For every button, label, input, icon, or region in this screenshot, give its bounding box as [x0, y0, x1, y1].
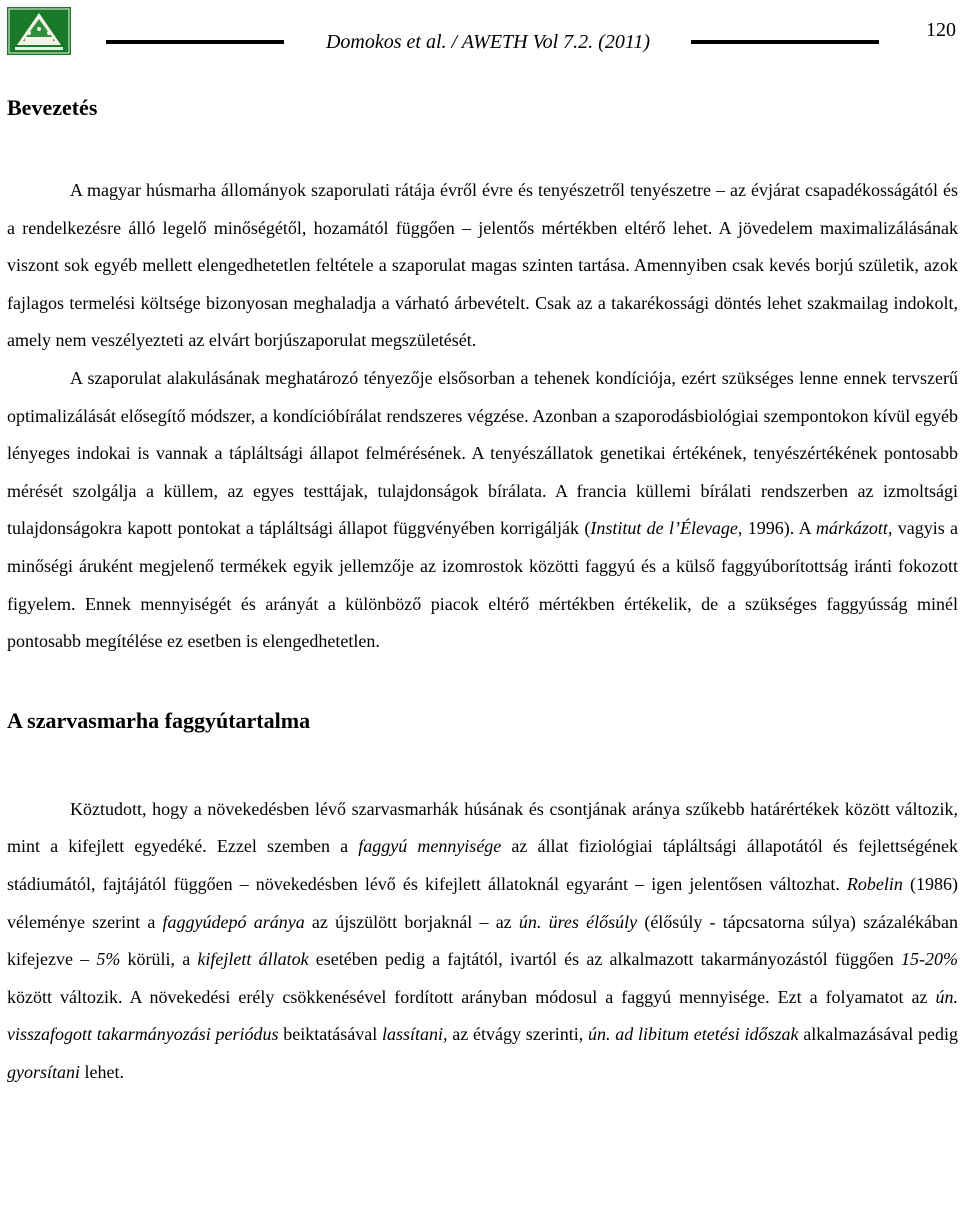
term-faggyu-mennyisege: faggyú mennyisége	[358, 836, 502, 857]
section-heading-fat-content: A szarvasmarha faggyútartalma	[7, 707, 311, 733]
term-ad-libitum: ún. ad libitum etetési időszak	[588, 1024, 799, 1045]
term-visszafogott-periodus: ún. visszafogott takarmányozási periódus	[7, 986, 958, 1045]
text-run: alkalmazásával pedig	[798, 1024, 958, 1045]
term-faggyudepo-aranya: faggyúdepó aránya	[162, 911, 305, 932]
term-markazott: márkázott,	[815, 518, 893, 539]
text-run: az újszülött borjaknál – az	[304, 911, 519, 932]
article-body	[7, 88, 958, 1091]
text-run: között változik. A növekedési erély csökkenésével fordított arányban módosul a faggyú mennyisége. Ezt a folyamatot az	[7, 986, 936, 1007]
text-run: (élősúly - tápcsatorna súlya) százalékában kifejezve –	[7, 911, 958, 970]
term-lassitani: lassítani,	[382, 1024, 448, 1045]
logo-graphic	[7, 7, 71, 55]
text-run: 1996). A	[742, 518, 816, 539]
term-gyorsitani: gyorsítani	[7, 1061, 81, 1082]
text-run: vagyis a minőségi áruként megjelenő termékek egyik jellemzője az izomrostok közötti faggyú és a külső faggyúborítottság iránti fokozott figyelem. Ennek mennyiségét és arányát a különböző piacok eltérő mértékben értékelik, de a szükséges faggyússág minél pontosabb megítélése ez esetben is elengedhetetlen.	[7, 518, 959, 652]
term-kifejlett-allatok: kifejlett állatok	[197, 949, 309, 970]
text-run: körüli, a	[120, 949, 198, 970]
term-ures-elosuly: ún. üres élősúly	[518, 911, 638, 932]
paragraph-introduction-2	[7, 360, 958, 661]
text-run: lehet.	[80, 1061, 124, 1082]
page-header	[0, 0, 960, 64]
section-heading-introduction: Bevezetés	[7, 95, 98, 120]
value-15-20-percent: 15-20%	[901, 949, 958, 970]
citation-robelin: Robelin	[846, 873, 903, 894]
paragraph-introduction-1: A magyar húsmarha állományok szaporulati rátája évről évre és tenyészetről tenyészetre – az évjárat csapadékosságától és a rendelkezésre álló legelő minőségétől, hozamától függően – jelentős mértékben eltérő lehet. A jövedelem maximalizálásának viszont sok egyéb mellett elengedhetetlen feltétele a szaporulat magas szinten tartása. Amennyiben csak kevés borjú születik, azok fajlagos termelési költsége bizonyosan meghaladja a várható árbevételt. Csak az a takarékossági döntés lehet szakmailag indokolt, amely nem veszélyezteti az elvárt borjúszaporulat megszületését.	[7, 180, 958, 351]
journal-logo-icon	[7, 7, 71, 55]
header-rule-left	[106, 40, 284, 44]
value-5-percent: 5%	[96, 949, 121, 970]
text-run: az étvágy szerinti,	[447, 1024, 589, 1045]
running-head: Domokos et al. / AWETH Vol 7.2. (2011)	[325, 31, 651, 53]
page-number: 120	[926, 19, 956, 41]
text-run: (1986) véleménye szerint a	[7, 873, 958, 932]
citation-institut: Institut de l’Élevage,	[590, 518, 743, 539]
text-run: A szaporulat alakulásának meghatározó tényezője elsősorban a tehenek kondíciója, ezért szükséges lenne ennek tervszerű optimalizálását elősegítő módszer, a kondícióbírálat rendszeres végzése. Azonban a szaporodásbiológiai szempontokon kívül egyéb lényeges indokai is vannak a tápláltsági állapot felmérésének. A tenyészállatok genetikai értékének, tenyészértékének pontosabb mérését szolgálja a küllem, az egyes testtájak, tulajdonságok bírálata. A francia küllemi bírálati rendszerben az izmoltsági tulajdonságokra kapott pontokat a tápláltsági állapot függvényében korrigálják (	[7, 367, 958, 539]
text-run: esetében pedig a fajtától, ivartól és az alkalmazott takarmányozástól függően	[308, 949, 901, 970]
text-run: beiktatásával	[278, 1024, 383, 1045]
header-rule-right	[691, 40, 879, 44]
text-run: az állat fiziológiai tápláltsági állapotától és fejlettségének stádiumától, fajtájától függően – növekedésben lévő és kifejlett állatoknál egyaránt – igen jelentősen változhat.	[7, 836, 958, 894]
paragraph-fat-content-1	[7, 791, 958, 1092]
text-run: Köztudott, hogy a növekedésben lévő szarvasmarhák húsának és csontjának aránya szűkebb határértékek között változik, mint a kifejlett egyedéké. Ezzel szemben a	[7, 798, 958, 857]
